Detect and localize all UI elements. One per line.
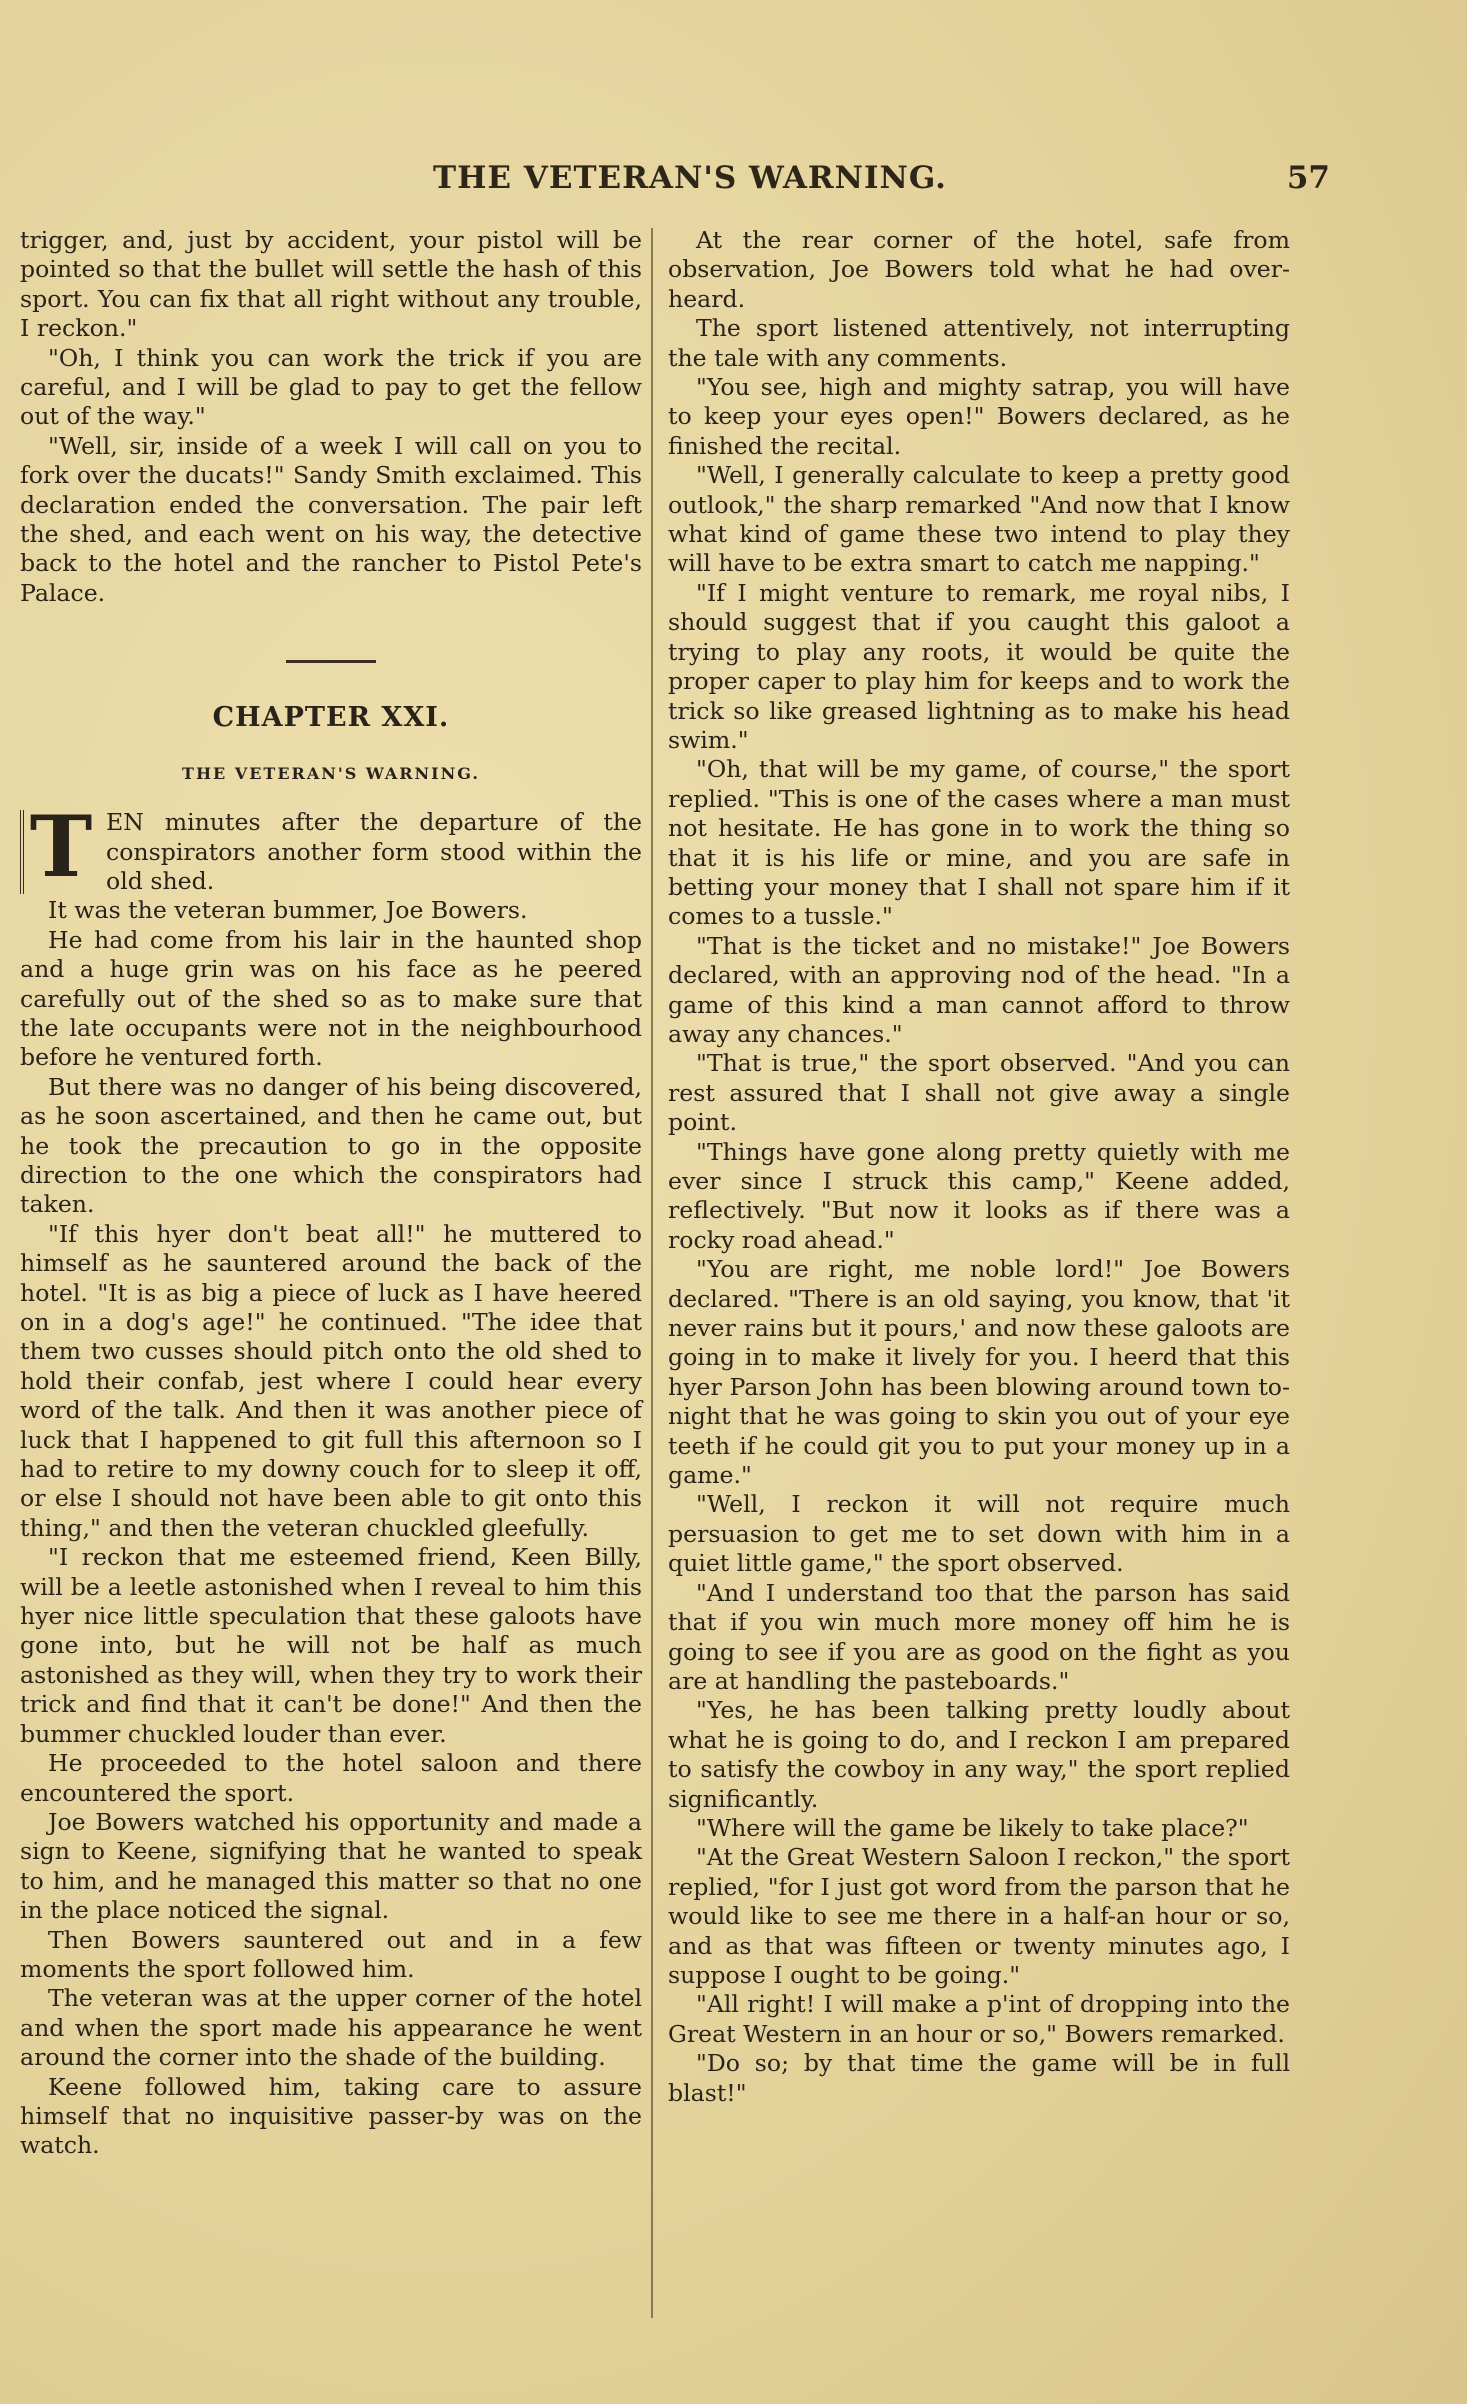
column-divider	[651, 228, 653, 2318]
paragraph: "Well, sir, inside of a week I will call on you to fork over the ducats!" Sandy Smith exclaimed. This declaration ended the conversation. The pair left the shed, and each went on his way, the detective back to the hotel and the rancher to Pistol Pete's Palace.	[20, 431, 642, 607]
paragraph: "Well, I reckon it will not require much persuasion to get me to set down with him in a quiet little game," the sport observed.	[668, 1490, 1290, 1578]
paragraph: At the rear corner of the hotel, safe from observation, Joe Bowers told what he had over-heard.	[668, 226, 1290, 313]
paragraph: "At the Great Western Saloon I reckon," the sport replied, "for I just got word from the parson that he would like to see me there in a half-an hour or so, and as that was fifteen or twenty minutes ago, I suppose I ought to be going."	[668, 1843, 1290, 1989]
section-divider	[286, 660, 376, 663]
chapter-title: CHAPTER XXI.	[212, 702, 450, 734]
paragraph: "Do so; by that time the game will be in full blast!"	[668, 2049, 1290, 2107]
paragraph: The veteran was at the upper corner of the hotel and when the sport made his appearance he went around the corner into the shade of the building.	[20, 1984, 642, 2072]
right-column	[668, 226, 1290, 2108]
paragraph: He had come from his lair in the haunted shop and a huge grin was on his face as he peered carefully out of the shed so as to make sure that the late occupants were not in the neighbourhood before he ventured forth.	[20, 925, 642, 1072]
chapter-subtitle: THE VETERAN'S WARNING.	[182, 763, 480, 783]
paragraph: "If I might venture to remark, me royal nibs, I should suggest that if you caught this galoot a trying to play any roots, it would be quite the proper caper to play him for keeps and to work the trick so like greased lightning as to make his head swim."	[668, 578, 1290, 754]
paragraph: Joe Bowers watched his opportunity and made a sign to Keene, signifying that he wanted to speak to him, and he managed this matter so that no one in the place noticed the signal.	[20, 1807, 642, 1925]
paragraph: The sport listened attentively, not interrupting the tale with any comments.	[668, 314, 1290, 372]
paragraph: "And I understand too that the parson has said that if you win much more money off him he is going to see if you are as good on the fight as you are at handling the pasteboards."	[668, 1578, 1290, 1695]
paragraph: "Where will the game be likely to take place?"	[696, 1813, 1249, 1842]
paragraph: "I reckon that me esteemed friend, Keen Billy, will be a leetle astonished when I reveal to him this hyer nice little speculation that these galoots have gone into, but he will not be half as much astonished as they will, when they try to work their trick and find that it can't be done!" And then the bummer chuckled louder than ever.	[20, 1543, 642, 1748]
paragraph: He proceeded to the hotel saloon and there encountered the sport.	[20, 1749, 642, 1807]
paragraph: "Oh, I think you can work the trick if you are careful, and I will be glad to pay to get the fellow out of the way."	[20, 343, 642, 431]
paragraph: But there was no danger of his being discovered, as he soon ascertained, and then he came out, but he took the precaution to go in the opposite direction to the one which the conspirators had taken.	[20, 1072, 642, 1219]
paragraph: "Things have gone along pretty quietly with me ever since I struck this camp," Keene added, reflectively. "But now it looks as if there was a rocky road ahead."	[668, 1137, 1290, 1254]
drop-cap-letter: T	[20, 810, 98, 894]
paragraph: "That is true," the sport observed. "And you can rest assured that I shall not give away a single point.	[668, 1049, 1290, 1137]
page-number: 57	[1286, 160, 1330, 196]
paragraph: It was the veteran bummer, Joe Bowers.	[48, 896, 528, 925]
paragraph: "That is the ticket and no mistake!" Joe Bowers declared, with an approving nod of the head. "In a game of this kind a man cannot afford to throw away any chances."	[668, 931, 1290, 1048]
paragraph: Keene followed him, taking care to assure himself that no inquisitive passer-by was on the watch.	[20, 2072, 642, 2160]
left-column	[20, 226, 642, 2161]
paragraph: "You are right, me noble lord!" Joe Bowers declared. "There is an old saying, you know, that 'it never rains but it pours,' and now these galoots are going in to make it lively for you. I heerd that this hyer Parson John has been blowing around town to-night that he was going to skin you out of your eye teeth if he could git you to put your money up in a game."	[668, 1255, 1290, 1490]
paragraph: Then Bowers sauntered out and in a few moments the sport followed him.	[20, 1925, 642, 1983]
opening-paragraph	[20, 797, 642, 897]
running-title: THE VETERAN'S WARNING.	[433, 160, 947, 196]
paragraph: "All right! I will make a p'int of dropping into the Great Western in an hour or so," Bowers remarked.	[668, 1990, 1290, 2048]
paragraph: trigger, and, just by accident, your pistol will be pointed so that the bullet will settle the hash of this sport. You can fix that all right without any trouble, I reckon."	[20, 226, 642, 343]
opening-text: EN minutes after the departure of the conspirators another form stood within the old shed.	[106, 808, 642, 895]
paragraph: "If this hyer don't beat all!" he muttered to himself as he sauntered around the back of the hotel. "It is as big a piece of luck as I have heered on in a dog's age!" he continued. "The idee that them two cusses should pitch onto the old shed to hold their confab, jest where I could hear every word of the talk. And then it was another piece of luck that I happened to git full this afternoon so I had to retire to my downy couch for to sleep it off, or else I should not have been able to git onto this thing," and then the veteran chuckled gleefully.	[20, 1219, 642, 1542]
running-head	[20, 160, 1330, 210]
paragraph: "Well, I generally calculate to keep a pretty good outlook," the sharp remarked "And now that I know what kind of game these two intend to play they will have to be extra smart to catch me napping."	[668, 461, 1290, 578]
paragraph: "Oh, that will be my game, of course," the sport replied. "This is one of the cases where a man must not hesitate. He has gone in to work the thing so that it is his life or mine, and you are safe in betting your money that I shall not spare him if it comes to a tussle."	[668, 755, 1290, 931]
paragraph: "You see, high and mighty satrap, you will have to keep your eyes open!" Bowers declared, as he finished the recital.	[668, 373, 1290, 460]
paragraph: "Yes, he has been talking pretty loudly about what he is going to do, and I reckon I am prepared to satisfy the cowboy in any way," the sport replied significantly.	[668, 1696, 1290, 1813]
